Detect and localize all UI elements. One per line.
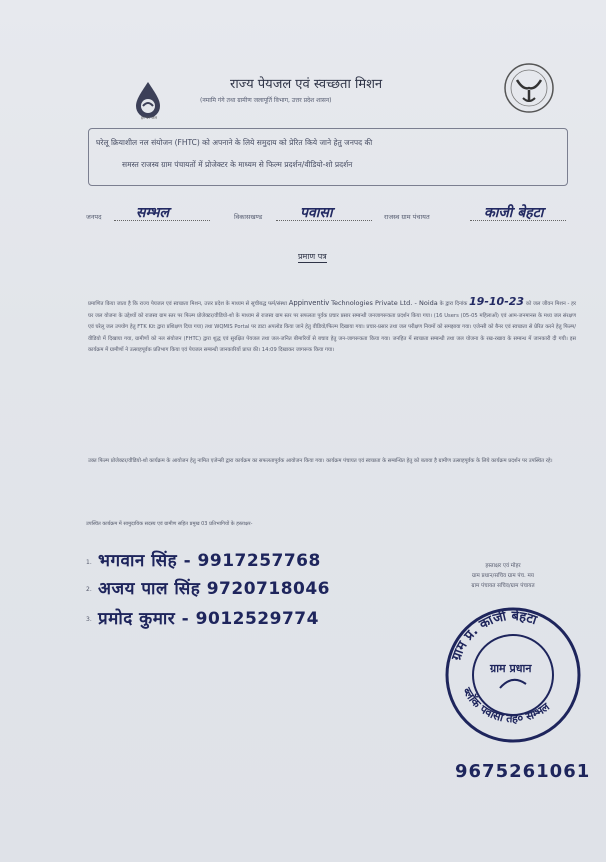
company-name-a: Appinventiv [288, 299, 330, 307]
company-name-b: Technologies Private Ltd. - Noida [331, 299, 438, 307]
body-line-2: के द्वारा दिनांक [439, 301, 468, 307]
stamp-bottom-text: ब्लॉक पवासा तह० सम्भल [460, 685, 552, 726]
certificate-heading: प्रमाण पत्र [298, 252, 327, 261]
location-fields [86, 206, 566, 228]
sig-line-1: हस्ताक्षर एवं मोहर [485, 563, 521, 569]
attendee-3: प्रमोद कुमार - 9012529774 [98, 609, 319, 629]
body-line-3: को जल जीवन मिशन - हर घर जल योजना के उद्देश्यों को राजस्व ग्राम स्तर पर फिल्म प्रोजेक्टर/वीडियो-शो के माध्यम से राजस्व ग्राम स्तर पर सफलता पूर्वक प्रचार प्रसार सम्बन्धी जनजागरूकता प्रदर्शन किया गया। (16 Users (05-05 महिलाओं) एवं आम-जनमानस के मध्य जल संरक्षण एवं घरेलू जल उपयोग हेतु FTK Kit द्वारा प्रशिक्षण दिया गया) तथा WQMIS Portal पर डाटा अपलोड किया जाने हेतु वीडियो/फिल्म दिखाया गया। प्रचार-प्रसार तथा जल परीक्षण नियमों को समझाया गया। एजेन्सी को बैनर एवं स्वच्छता से प्रेरित करने हेतु फिल्म/वीडियो में दिखाया गया, ग्रामीणों को नल संयोजन (FHTC) द्वारा शुद्ध एवं सुरक्षित पेयजल तथा जल-जनित बीमारियों से बचाव हेतु जन-जागरूकता किया गया। जनहित में स्वच्छता सम्बन्धी तथा जल योजना के रख-रखाव के सम्बन्ध में जानकारी दी गयी। इस कार्यक्रम में ग्रामीणों ने उत्साहपूर्वक प्रतिभाग किया एवं पेयजल सम्बन्धी जानकारियों प्राप्त की। 14:09 दिखाकर जागरूक किया गया। [88, 301, 577, 354]
block-value: पवासा [300, 205, 333, 221]
logo-caption: हर घर जल [141, 115, 157, 120]
state-emblem-icon [503, 62, 555, 114]
district-label: जनपद [86, 213, 102, 221]
sig-line-3: ग्राम पंचायत सचिव/ग्राम पंचायत [471, 583, 535, 589]
bottom-phone: 9675261061 [455, 761, 591, 782]
body-line-1: प्रमाणित किया जाता है कि राज्य पेयजल एवं स्वच्छता मिशन, उत्तर प्रदेश के माध्यम से सूचीबद्ध फर्म/संस्था [88, 301, 287, 307]
attendee-3-num: 3. [86, 616, 92, 623]
stamp-center-text: ग्राम प्रधान [490, 662, 532, 675]
signature-block [438, 561, 568, 591]
attendance-note: उपस्थित कार्यक्रम में सामुदायिक सदस्य एवं ग्रामीण सहित प्रमुख 03 प्रतिभागियों के हस्ताक्षर- [86, 521, 253, 527]
official-stamp [438, 600, 588, 750]
attendee-1-num: 1. [86, 559, 92, 566]
title-banner [88, 128, 568, 186]
stamp-top-text: ग्राम प्र. काजी बेहटा [449, 608, 539, 663]
attendee-2-num: 2. [86, 586, 92, 593]
banner-line-1: घरेलू क्रियाशील नल संयोजन (FHTC) को अपनाने के लिये समुदाय को प्रेरित किये जाने हेतु जनपद की [96, 138, 373, 147]
event-date: 19-10-23 [469, 295, 525, 308]
page-title: राज्य पेयजल एवं स्वच्छता मिशन [230, 77, 383, 92]
attendee-2: अजय पाल सिंह 9720718046 [98, 579, 331, 599]
water-drop-logo-icon [128, 80, 168, 120]
panchayat-value: काजी बेहटा [484, 205, 544, 221]
banner-line-2: समस्त राजस्व ग्राम पंचायतों में प्रोजेक्टर के माध्यम से फिल्म प्रदर्शन/वीडियो-शो प्रदर्शन [122, 160, 353, 169]
district-value: सम्भल [136, 205, 169, 221]
attendee-1: भगवान सिंह - 9917257768 [98, 551, 321, 571]
sig-line-2: ग्राम प्रधान/सचिव ग्राम पंच. मय [471, 573, 534, 579]
panchayat-label: राजस्व ग्राम पंचायत [384, 213, 430, 221]
certificate-body-2: उक्त फिल्म प्रोजेक्टर/वीडियो-शो कार्यक्रम के आयोजन हेतु नामित एजेन्सी द्वारा कार्यक्रम का सफलतापूर्वक आयोजन किया गया। कार्यक्रम पंचायत एवं स्वच्छता के सम्बन्धित हेतु को बताया है ग्रामीण उत्साहपूर्वक के लिये कार्यक्रम प्रदर्शन पर उपस्थित रहे। [88, 458, 553, 464]
signature-scribble [500, 680, 526, 688]
block-label: विकासखण्ड [234, 213, 263, 221]
page-subtitle: (नमामि गंगे तथा ग्रामीण जलापूर्ति विभाग, उत्तर प्रदेश शासन) [200, 97, 332, 104]
certificate-body [88, 296, 576, 357]
